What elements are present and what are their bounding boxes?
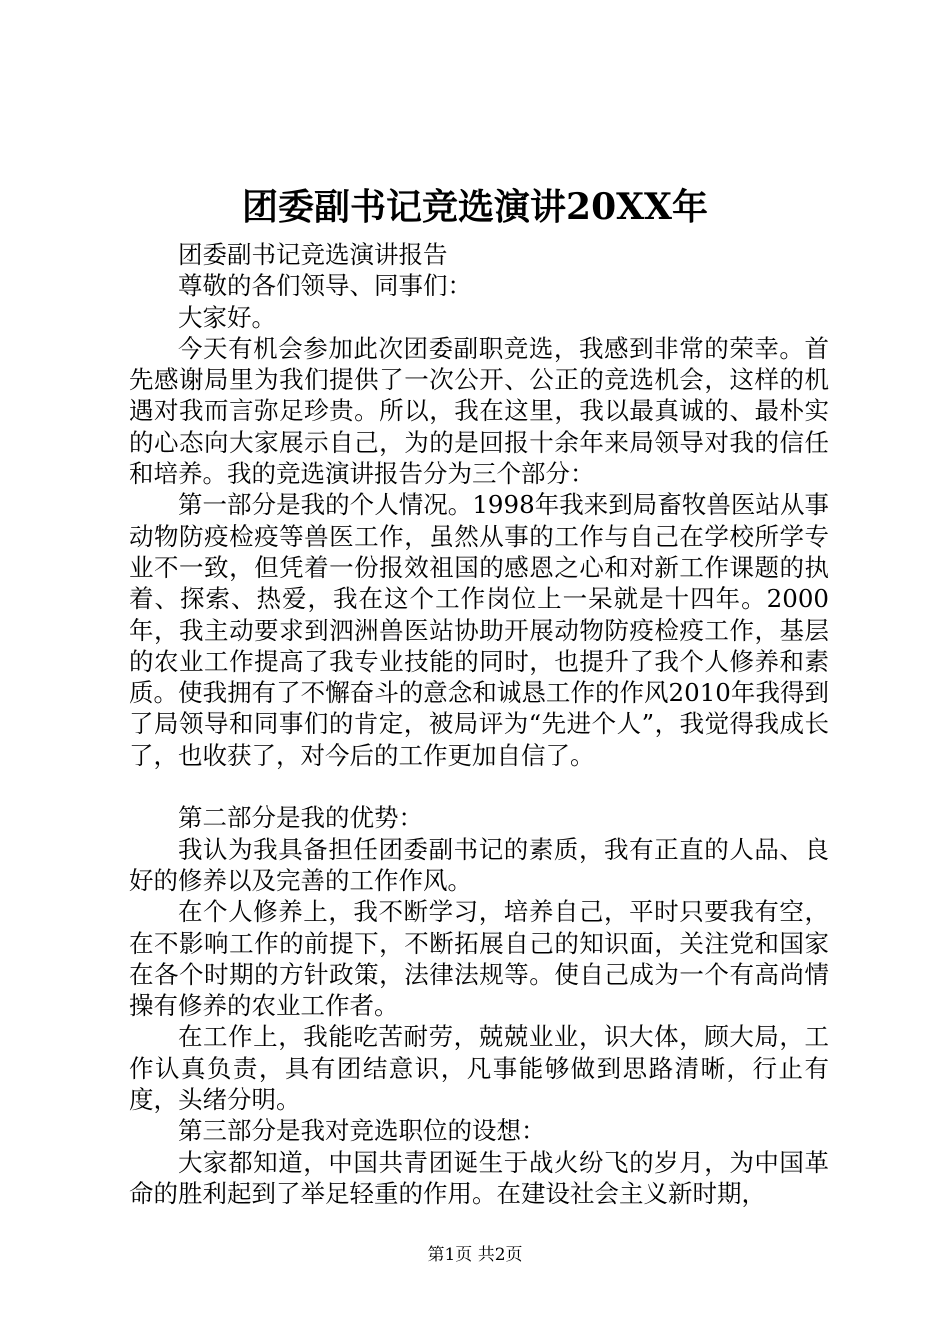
page-number-footer: 第1页 共2页 xyxy=(427,1245,523,1265)
paragraph-blank xyxy=(129,771,829,802)
paragraph-part-two-heading: 第二部分是我的优势： xyxy=(178,803,423,833)
paragraph-greeting: 大家好。 xyxy=(178,302,276,332)
paragraph-intro: 今天有机会参加此次团委副职竞选，我感到非常的荣幸。首先感谢局里为我们提供了一次公开、公正的竞选机会，这样的机遇对我而言弥足珍贵。所以，我在这里，我以最真诚的、最朴实的心态向大家展示自己，为的是回报十余年来局领导对我的信任和培养。我的竞选演讲报告分为三个部分： xyxy=(129,333,829,489)
paragraph-youth-league: 大家都知道，中国共青团诞生于战火纷飞的岁月，为中国革命的胜利起到了举足轻重的作用。在建设社会主义新时期， xyxy=(129,1147,829,1208)
paragraph-qualities: 我认为我具备担任团委副书记的素质，我有正直的人品、良好的修养以及完善的工作作风。 xyxy=(129,834,829,895)
paragraph-work-attitude: 在工作上，我能吃苦耐劳，兢兢业业，识大体，顾大局，工作认真负责，具有团结意识，凡事能够做到思路清晰，行止有度，头绪分明。 xyxy=(129,1022,829,1115)
paragraph-salutation: 尊敬的各们领导、同事们： xyxy=(178,271,472,301)
paragraph-part-three-heading: 第三部分是我对竞选职位的设想： xyxy=(178,1116,546,1146)
paragraph-part-one: 第一部分是我的个人情况。1998年我来到局畜牧兽医站从事动物防疫检疫等兽医工作，虽然从事的工作与自己在学校所学专业不一致，但凭着一份报效祖国的感恩之心和对新工作课题的执着、探索、热爱，我在这个工作岗位上一呆就是十四年。2000年，我主动要求到泗洲兽医站协助开展动物防疫检疫工作，基层的农业工作提高了我专业技能的同时，也提升了我个人修养和素质。使我拥有了不懈奋斗的意念和诚恳工作的作风2010年我得到了局领导和同事们的肯定，被局评为“先进个人”，我觉得我成长了，也收获了，对今后的工作更加自信了。 xyxy=(129,490,829,770)
document-title: 团委副书记竞选演讲20XX年 xyxy=(242,186,708,228)
paragraph-self-cultivation: 在个人修养上，我不断学习，培养自己，平时只要我有空，在不影响工作的前提下，不断拓展自己的知识面，关注党和国家在各个时期的方针政策，法律法规等。使自己成为一个有高尚情操有修养的农业工作者。 xyxy=(129,897,829,1021)
document-body xyxy=(129,239,829,1209)
paragraph-subtitle: 团委副书记竞选演讲报告 xyxy=(178,240,448,269)
